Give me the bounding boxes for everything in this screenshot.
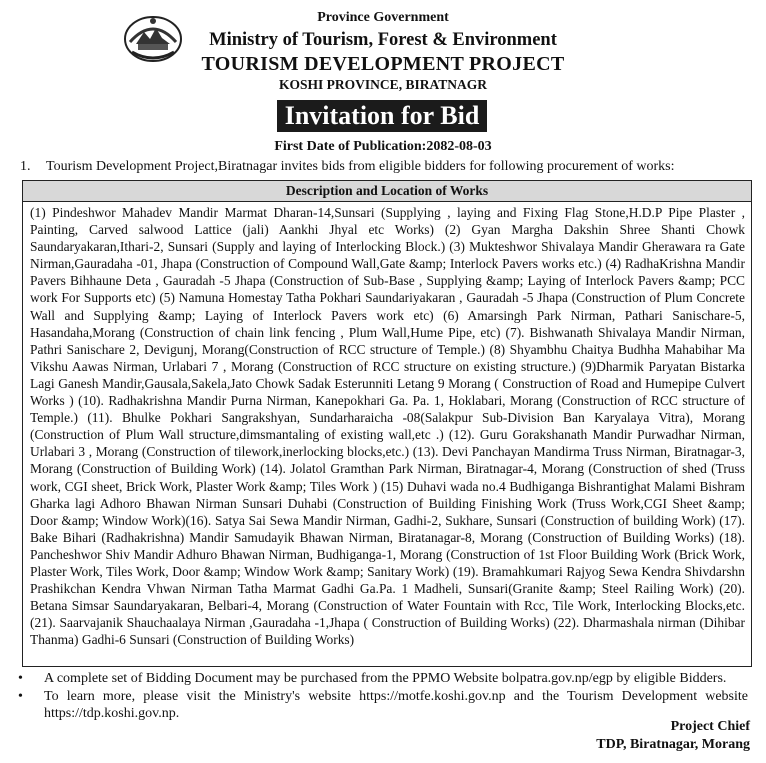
note-text: A complete set of Bidding Document may be purchased from the PPMO Website bolpatra.gov.np/egp by eligible Bidders. (44, 671, 727, 686)
publication-date-label: First Date of Publication: (274, 139, 427, 154)
works-description: (1) Pindeshwor Mahadev Mandir Marmat Dharan-14,Sunsari (Supplying , laying and Fixing Flag Stone,H.D.P Pipe Plaster , Painting, Carved salwood Lattice (jali) Aankhi Jhyal etc Works) (2) Gyan Margha Dakshin Shree Shanti Chowk Saundaryakaran,Ithari-2, Sunsari (Supply and laying of Interlocking Block.) (3) Mukteshwor Shivalaya Mandir Gherawara ra Gate Nirman,Gauradaha -01, Jhapa (Construction of Compound Wall,Gate &amp; Interlock Pavers works etc.) (4) RadhaKrishna Mandir Pavers Bihhaune Deta , Gauradah -5 Jhapa (Construction of Sub-Base , Supplying &amp; Laying of Interlock Pavers &amp; PCC work For Supports etc) (5) Namuna Homestay Tatha Pokhari Saundariyakaran , Gauradah -5 Jhapa (Construction of Plum Concrete Wall and Supplying &amp; Laying of Interlock Pavers work etc) (6) Amarsingh Park Nirman, Pathari Sanischare-5, Hasandaha,Morang (Construction of chain link fencing , Plum Wall,Hume Pipe, etc) (7). Bishwanath Shivalaya Mandir Nirman, Pathri Sanischare 2, Devigunj, Morang(Construction of RCC structure of Temple.) (8) Shyambhu Chaitya Budhha Mahabihar Ma Vikshu Aawas Nirman, Urlabari 7 , Morang (Construction of RCC structure on existing structure.) (9)Dharmik Paryatan Bistarka Lagi Ganesh Mandir,Gausala,Sakela,Jato Chowk Sadak Esterunniti Letang 9 Morang ( Construction of Road and Humepipe Culvert Works ) (10). Radhakrishna Mandir Purna Nirman, Kanepokhari Ga. Pa. 1, Hoklabari, Morang (Construction of RCC structure of Temple.) (11). Bhulke Pokhari Sangrakshyan, Sundarharaicha -08(Salakpur Sub-Division Ban Karyalaya Vitra), Morang (Construction of Plum Wall structure,dimsmantaling of existing wall,etc .) (12). Guru Gorakshanath Mandir Purwadhar Nirman, Urlabari 3 , Morang (Construction of tilework,inerlocking blocks,etc.) (13). Devi Panchayan Mandirma Truss Nirman, Biratnagar-3, Morang (Construction of Building Work) (14). Jolatol Gramthan Park Nirman, Biratnagar-4, Morang (Construction of shed (Truss work, CGI sheet, Brick Work, Plaster Work &amp; Tiles Work ) (15) Duhavi wada no.4 Budhiganga Bishrantighat Malami Bishram Gharka lagi Adhoro Bhawan Nirman Sunsari Duhabi (Construction of Building Finishing Work (Truss Work,CGI Sheet &amp; Door &amp; Window Work)(16). Satya Sai Sewa Mandir Nirman, Gadhi-2, Sukhare, Sunsari (Construction of building Work) (17). Bake Bihari (Radhakrishna) Mandir Samudayik Bhawan Nirman, Biratanagar-8, Morang (Construction of Building Works) (18). Pancheshwor Shiv Mandir Adhuro Bhawan Nirman, Budhiganga-1, Morang (Construction of 1st Floor Building Work (Brick Work, Plaster Work, Tiles Work, Door &amp; Window Work &amp; Sanitary Work) (19). Bramahkumari Rajyog Sewa Kendra Shivdarshn Prashikchan Kendra Vhwan Nirman Tatha Marmat Gadhi Ga.Pa. 1 Madheli, Sunsari(Granite &amp; Steel Railing Work) (20). Betana Simsar Saundaryakaran, Belbari-4, Morang (Construction of Water Fountain with Rcc, Tile Work, Interlocking Blocks,etc. (21). Saarvajanik Shauchaalaya Nirman ,Gauradaha -1,Jhapa ( Construction of Building Works) (22). Dharmashala nirman (Dihibar Thanma) Gadhi-6 Sunsari (Construction of Building Works) (30, 205, 745, 648)
notes-list (18, 670, 758, 723)
project-title: TOURISM DEVELOPMENT PROJECT (201, 53, 565, 75)
publication-date (0, 139, 766, 155)
publication-date-value: 2082-08-03 (426, 139, 492, 154)
intro-number: 1. (20, 159, 31, 174)
bullet-icon: • (18, 689, 23, 704)
ministry-title: Ministry of Tourism, Forest & Environment (209, 30, 557, 50)
government-label: Province Government (317, 10, 449, 25)
note-item (18, 670, 758, 687)
note-text: To learn more, please visit the Ministry's website https://motfe.koshi.gov.np and the Tourism Development website https://tdp.koshi.gov.np. (44, 689, 748, 721)
intro-text: Tourism Development Project,Biratnagar invites bids from eligible bidders for following procurement of works: (46, 159, 675, 174)
intro-paragraph (20, 159, 760, 175)
signature-block (596, 718, 750, 754)
signature-title: Project Chief (670, 719, 750, 734)
bullet-icon: • (18, 671, 23, 686)
works-table (22, 180, 752, 667)
signature-office: TDP, Biratnagar, Morang (596, 737, 750, 752)
invitation-banner: Invitation for Bid (277, 100, 487, 132)
note-item (18, 688, 758, 722)
province-address: KOSHI PROVINCE, BIRATNAGR (279, 77, 487, 92)
works-table-heading: Description and Location of Works (23, 181, 751, 202)
